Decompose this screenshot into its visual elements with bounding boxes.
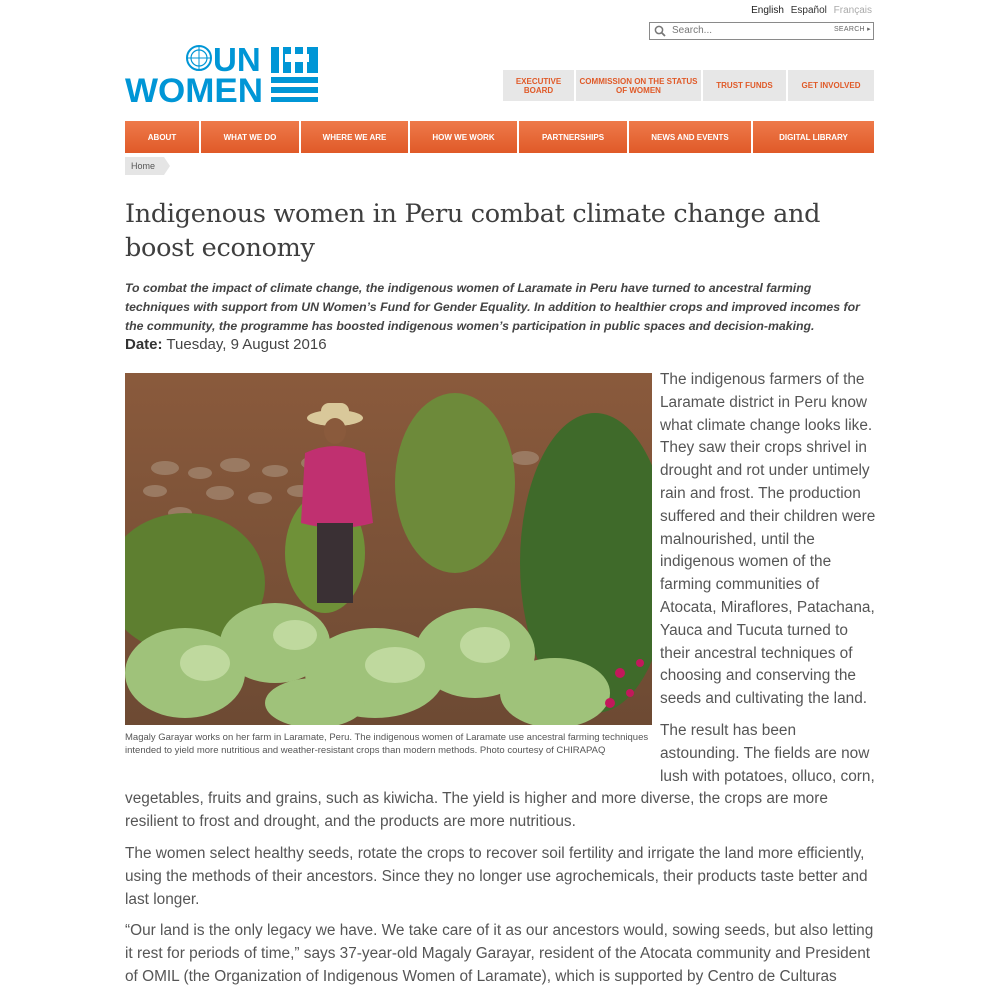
commission-button[interactable]: COMMISSION ON THE STATUS OF WOMEN <box>576 70 701 101</box>
nav-what-we-do[interactable]: WHAT WE DO <box>201 121 299 153</box>
secondary-nav <box>503 70 874 101</box>
article-lede: To combat the impact of climate change, the indigenous women of Laramate in Peru have turned to ancestral farming techniques with support from UN Women’s Fund for Gender Equality. In addition to healthier crops and improved incomes for the community, the programme has boosted indigenous women’s participation in public spaces and decision-making. <box>125 281 860 333</box>
nav-where-we-are[interactable]: WHERE WE ARE <box>301 121 408 153</box>
breadcrumb-home[interactable]: Home <box>125 157 164 175</box>
date-value: Tuesday, 9 August 2016 <box>166 336 327 353</box>
date-label: Date: <box>125 336 163 353</box>
paragraph: “Our land is the only legacy we have. We take care of it as our ancestors would, sowing seeds, but also letting it rest for periods of time,” says 37-year-old Magaly Garayar, resident of the Atocata community and President of OMIL (the Organization of Indigenous Women of Laramate), which is supported by Centro de Culturas <box>125 922 874 985</box>
nav-partnerships[interactable]: PARTNERSHIPS <box>519 121 627 153</box>
nav-news-and-events[interactable]: NEWS AND EVENTS <box>629 121 751 153</box>
page-title: Indigenous women in Peru combat climate change and boost economy <box>125 199 821 263</box>
search-button[interactable] <box>834 25 871 33</box>
nav-digital-library[interactable]: DIGITAL LIBRARY <box>753 121 874 153</box>
get-involved-button[interactable]: GET INVOLVED <box>788 70 874 101</box>
nav-how-we-work[interactable]: HOW WE WORK <box>410 121 517 153</box>
paragraph: The indigenous farmers of the Laramate district in Peru know what climate change looks like. They saw their crops shrivel in drought and rot under untimely rain and frost. The production suffered and their children were malnourished, until the indigenous women of the farming communities of Atocata, Miraflores, Patachana, Yauca and Tucuta turned to their ancestral techniques of choosing and conserving the seeds and cultivating the land. <box>660 371 876 708</box>
lang-english[interactable]: English <box>751 5 784 16</box>
main-nav <box>125 121 874 153</box>
trust-funds-button[interactable]: TRUST FUNDS <box>703 70 786 101</box>
logo-un-text: UN <box>213 44 261 78</box>
lang-spanish[interactable]: Español <box>790 5 827 16</box>
executive-board-button[interactable]: EXECUTIVE BOARD <box>503 70 574 101</box>
equality-symbol-icon <box>271 47 318 102</box>
photo-caption: Magaly Garayar works on her farm in Laramate, Peru. The indigenous women of Laramate use ancestral farming techniques intended to yield more nutritious and weather-resistant crops than modern methods. Photo courtesy of CHIRAPAQ <box>125 732 649 756</box>
search-input[interactable] <box>672 24 822 37</box>
logo-women-text: WOMEN <box>125 72 263 104</box>
search-button-label: SEARCH <box>833 26 865 33</box>
un-emblem-icon <box>187 46 211 70</box>
article-date <box>125 336 327 353</box>
language-switcher <box>747 5 872 16</box>
search-box <box>649 22 874 40</box>
paragraph: The women select healthy seeds, rotate the crops to recover soil fertility and irrigate the land more efficiently, using the methods of their ancestors. Since they no longer use agrochemicals, their products taste better and last longer. <box>125 844 868 908</box>
nav-about[interactable]: ABOUT <box>125 121 199 153</box>
lang-french[interactable]: Français <box>833 5 872 16</box>
un-women-logo[interactable] <box>125 44 320 104</box>
paragraph: The result has been astounding. The fields are now lush with potatoes, olluco, corn, vegetables, fruits and grains, such as kiwicha. The yield is higher and more diverse, the crops are more resilient to frost and drought, and the products are more nutritious. <box>125 721 875 831</box>
caret-right-icon: ▸ <box>867 26 871 33</box>
article-body <box>125 369 876 998</box>
search-icon <box>654 25 666 37</box>
